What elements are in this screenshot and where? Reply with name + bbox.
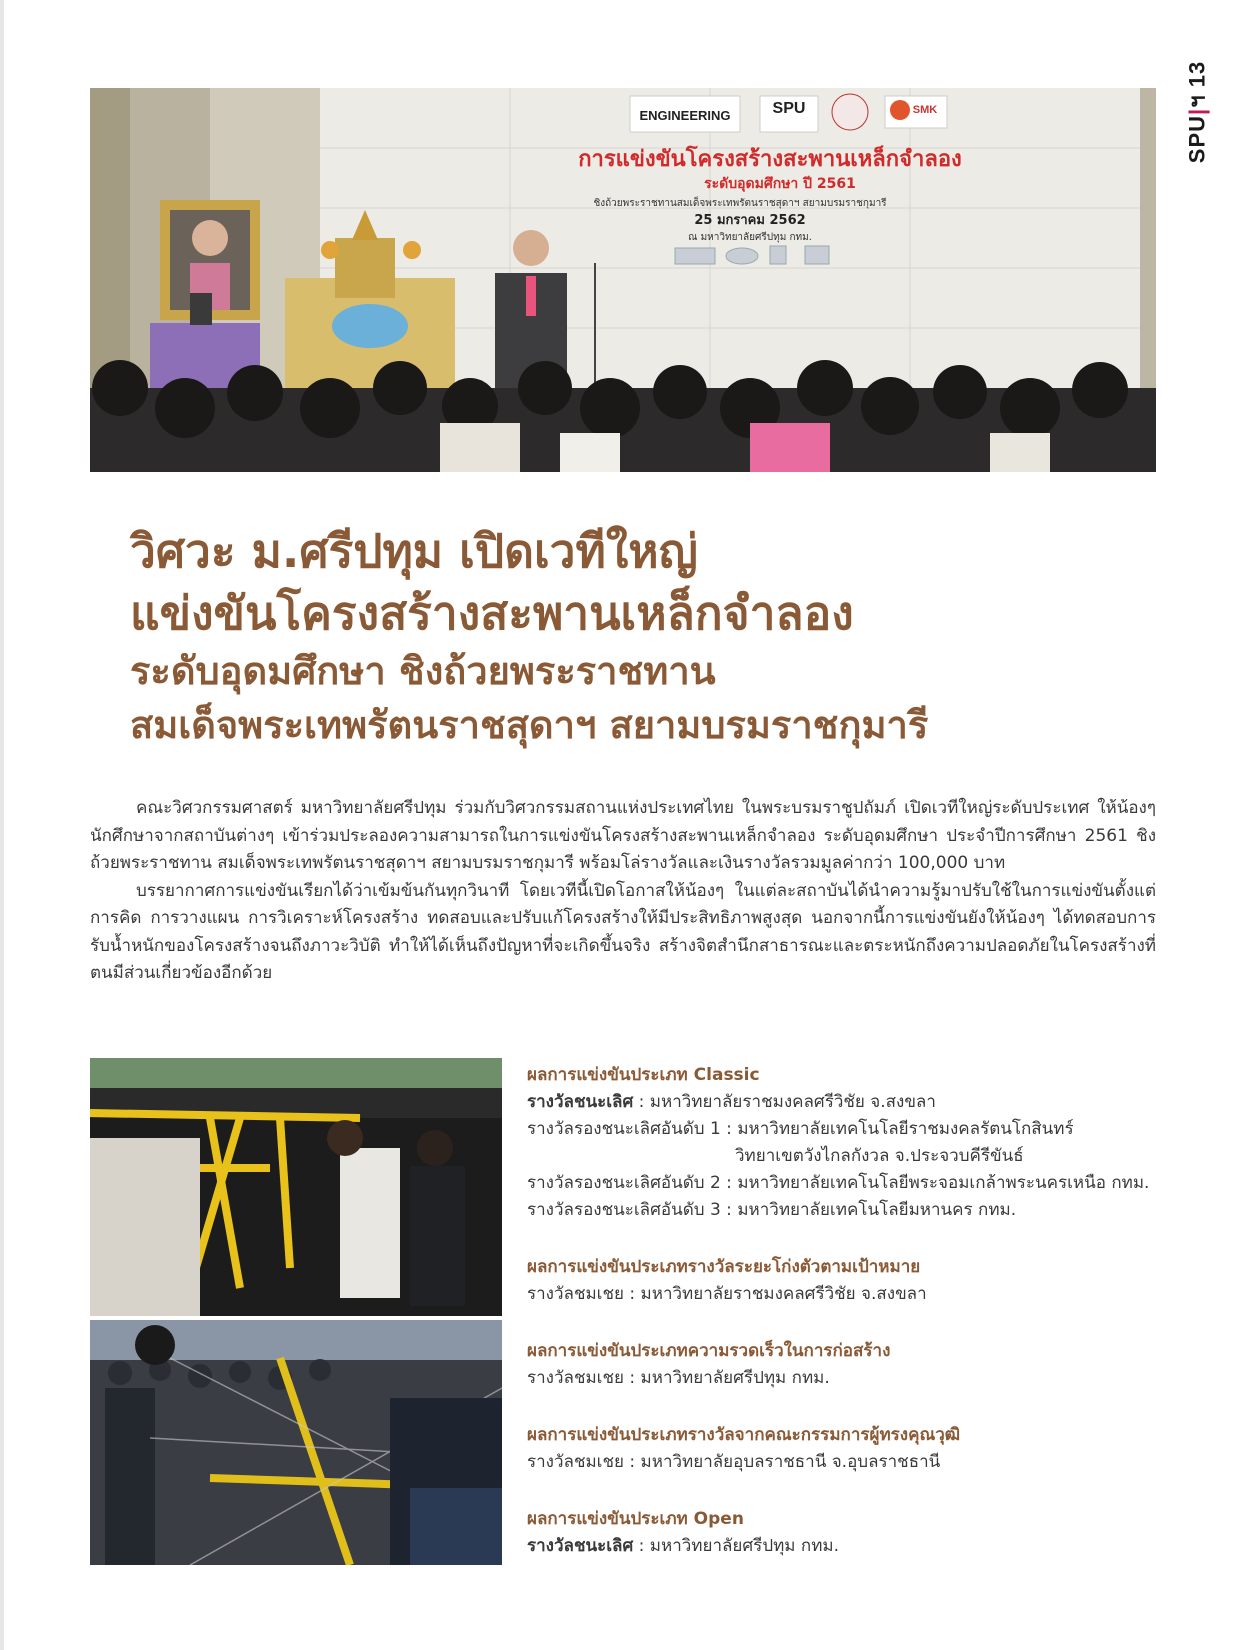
- body-paragraph-1: คณะวิศวกรรมศาสตร์ มหาวิทยาลัยศรีปทุม ร่วมกับวิศวกรรมสถานแห่งประเทศไทย ในพระบรมราชูปถัมภ์ เปิดเวทีใหญ่ระดับประเทศ ให้น้องๆ นักศึกษาจากสถาบันต่างๆ เข้าร่วมประลองความสามารถในการแข่งขันโครงสร้างสะพานเหล็กจำลอง ระดับอุดมศึกษา ประจำปีการศึกษา 2561 ชิงถ้วยพระราชทาน สมเด็จพระเทพรัตนราชสุดาฯ สยามบรมราชกุมารี พร้อมโล่รางวัลและเงินรางวัลรวมมูลค่ากว่า 100,000 บาท: [90, 798, 1156, 873]
- award-value: มหาวิทยาลัยอุบลราชธานี จ.อุบลราชธานี: [640, 1452, 941, 1472]
- result-open: [527, 1506, 1167, 1560]
- award-value: มหาวิทยาลัยศรีปทุม กทม.: [649, 1536, 840, 1556]
- result-heading: ผลการแข่งขันประเภทรางวัลจากคณะกรรมการผู้ทรงคุณวุฒิ: [527, 1425, 961, 1445]
- headline-line-1: วิศวะ ม.ศรีปทุม เปิดเวทีใหญ่: [130, 524, 698, 578]
- headline-line-2: แข่งขันโครงสร้างสะพานเหล็กจำลอง: [130, 586, 854, 640]
- banner-line3: ชิงถ้วยพระราชทานสมเด็จพระเทพรัตนราชสุดาฯ สยามบรมราชกุมารี: [593, 198, 887, 209]
- result-heading: ผลการแข่งขันประเภทความรวดเร็วในการก่อสร้าง: [527, 1341, 891, 1361]
- result-deflection: [527, 1254, 1167, 1308]
- award-value: มหาวิทยาลัยเทคโนโลยีพระจอมเกล้าพระนครเหนือ กทม.: [737, 1173, 1150, 1193]
- award-label: รางวัลรองชนะเลิศอันดับ 2: [527, 1173, 721, 1193]
- results-list: [527, 1062, 1167, 1590]
- award-label: รางวัลชมเชย: [527, 1452, 624, 1472]
- brand-text: SPU: [1184, 114, 1210, 164]
- competition-photo: [90, 1058, 502, 1565]
- banner-subtitle: ระดับอุดมศึกษา ปี 2561: [704, 176, 856, 192]
- page-marker: [1182, 62, 1212, 162]
- banner-date: 25 มกราคม 2562: [694, 213, 806, 228]
- award-label: รางวัลชนะเลิศ: [527, 1536, 634, 1556]
- award-label: รางวัลชมเชย: [527, 1368, 624, 1388]
- result-speed: [527, 1338, 1167, 1392]
- article-body: [90, 795, 1156, 988]
- brand-suffix: ฯ: [1184, 94, 1210, 108]
- banner-title: การแข่งขันโครงสร้างสะพานเหล็กจำลอง: [578, 147, 962, 172]
- banner-venue: ณ มหาวิทยาลัยศรีปทุม กทม.: [688, 232, 812, 243]
- award-label: รางวัลชนะเลิศ: [527, 1092, 634, 1112]
- award-label: รางวัลรองชนะเลิศอันดับ 3: [527, 1200, 721, 1220]
- award-line: รางวัลรองชนะเลิศอันดับ 3 : มหาวิทยาลัยเทคโนโลยีมหานคร กทม.: [527, 1200, 1017, 1220]
- brand-accent: |: [1184, 107, 1210, 115]
- award-line: รางวัลชมเชย : มหาวิทยาลัยศรีปทุม กทม.: [527, 1368, 830, 1388]
- award-line: รางวัลชมเชย : มหาวิทยาลัยอุบลราชธานี จ.อุบลราชธานี: [527, 1452, 941, 1472]
- headline: [130, 520, 1130, 752]
- award-continuation: วิทยาเขตวังไกลกังวล จ.ประจวบคีรีขันธ์: [735, 1146, 1024, 1166]
- page-edge-rule: [0, 0, 4, 1650]
- award-line: รางวัลรองชนะเลิศอันดับ 2 : มหาวิทยาลัยเทคโนโลยีพระจอมเกล้าพระนครเหนือ กทม.: [527, 1173, 1150, 1193]
- award-line: รางวัลชมเชย : มหาวิทยาลัยราชมงคลศรีวิชัย จ.สงขลา: [527, 1284, 927, 1304]
- award-line: รางวัลรองชนะเลิศอันดับ 1 : มหาวิทยาลัยเทคโนโลยีราชมงคลรัตนโกสินทร์: [527, 1119, 1074, 1139]
- award-value: มหาวิทยาลัยเทคโนโลยีมหานคร กทม.: [737, 1200, 1017, 1220]
- result-heading: ผลการแข่งขันประเภท Classic: [527, 1065, 760, 1085]
- headline-line-4: สมเด็จพระเทพรัตนราชสุดาฯ สยามบรมราชกุมารี: [130, 703, 929, 747]
- hero-photo: [90, 88, 1156, 472]
- banner-logo-spu: SPU: [772, 100, 806, 117]
- award-value: มหาวิทยาลัยศรีปทุม กทม.: [640, 1368, 830, 1388]
- award-value: มหาวิทยาลัยเทคโนโลยีราชมงคลรัตนโกสินทร์: [737, 1119, 1074, 1139]
- result-heading: ผลการแข่งขันประเภทรางวัลระยะโก่งตัวตามเป้าหมาย: [527, 1257, 921, 1277]
- result-classic: [527, 1062, 1167, 1224]
- page-number: 13: [1184, 60, 1210, 88]
- headline-line-3: ระดับอุดมศึกษา ชิงถ้วยพระราชทาน: [130, 649, 716, 693]
- body-paragraph-2: บรรยากาศการแข่งขันเรียกได้ว่าเข้มข้นกันทุกวินาที โดยเวทีนี้เปิดโอกาสให้น้องๆ ในแต่ละสถาบันได้นำความรู้มาปรับใช้ในการแข่งขันตั้งแต่การคิด การวางแผน การวิเคราะห์โครงสร้าง ทดสอบและปรับแก้โครงสร้างให้มีประสิทธิภาพสูงสุด นอกจากนี้การแข่งขันยังให้น้องๆ ได้ทดสอบการรับน้ำหนักของโครงสร้างจนถึงภาวะวิบัติ ทำให้ได้เห็นถึงปัญหาที่จะเกิดขึ้นจริง สร้างจิตสำนึกสาธารณะและตระหนักถึงความปลอดภัยในโครงสร้างที่ตนมีส่วนเกี่ยวข้องอีกด้วย: [90, 880, 1156, 983]
- banner-logo-smk: SMK: [912, 104, 938, 116]
- award-line: รางวัลชนะเลิศ : มหาวิทยาลัยศรีปทุม กทม.: [527, 1536, 840, 1556]
- result-heading: ผลการแข่งขันประเภท Open: [527, 1509, 744, 1529]
- result-judges: [527, 1422, 1167, 1476]
- award-label: รางวัลรองชนะเลิศอันดับ 1: [527, 1119, 721, 1139]
- award-label: รางวัลชมเชย: [527, 1284, 624, 1304]
- award-value: มหาวิทยาลัยราชมงคลศรีวิชัย จ.สงขลา: [649, 1092, 936, 1112]
- award-value: มหาวิทยาลัยราชมงคลศรีวิชัย จ.สงขลา: [640, 1284, 927, 1304]
- banner-logo-engineering: ENGINEERING: [639, 108, 731, 123]
- award-line: รางวัลชนะเลิศ : มหาวิทยาลัยราชมงคลศรีวิชัย จ.สงขลา: [527, 1092, 936, 1112]
